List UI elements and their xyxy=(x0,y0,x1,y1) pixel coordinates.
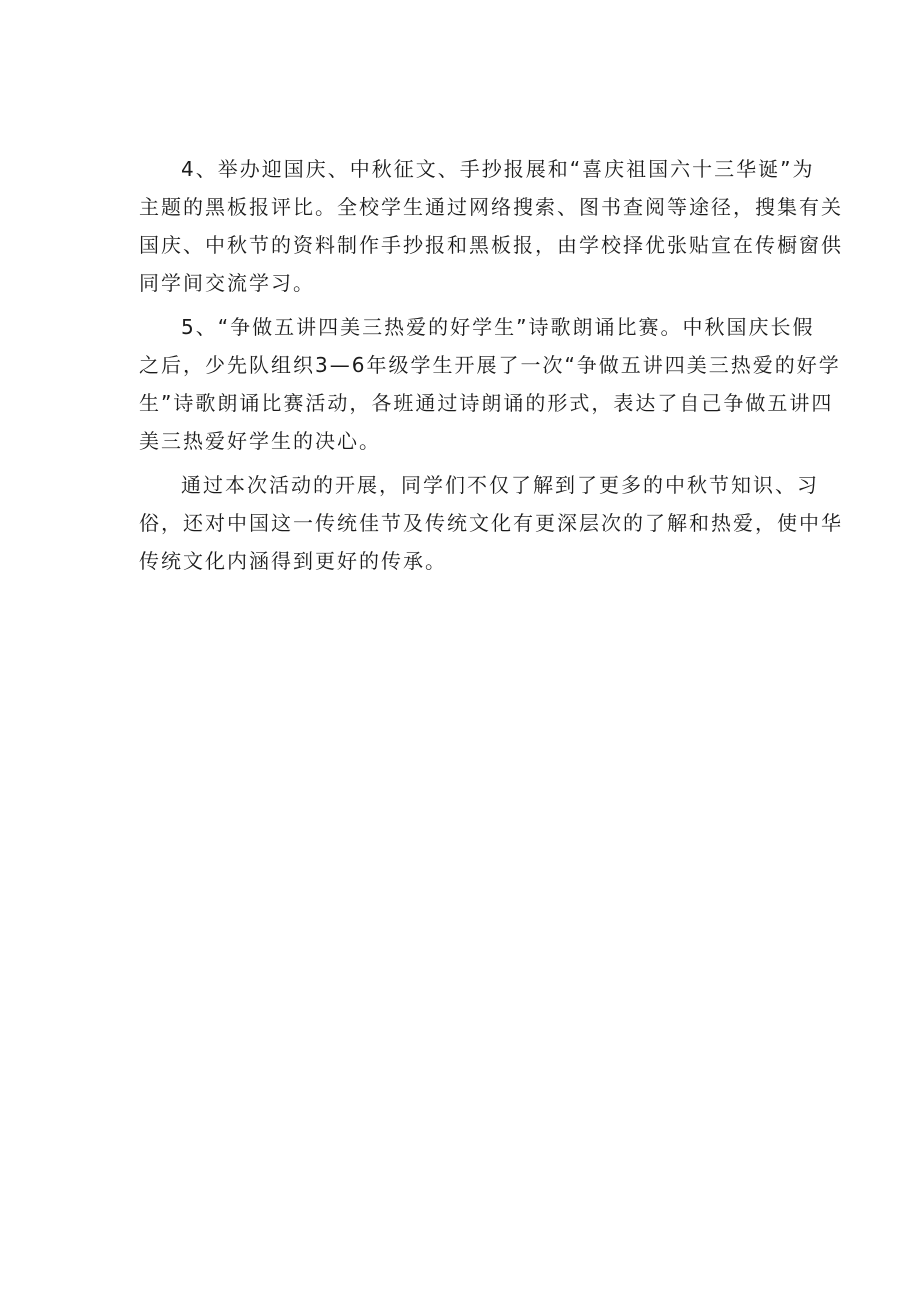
paragraph-line: 国庆、中秋节的资料制作手抄报和黑板报，由学校择优张贴宣在传橱窗供 xyxy=(139,233,843,257)
paragraph-item-5 xyxy=(139,308,841,460)
paragraph-summary xyxy=(139,466,843,580)
paragraph-line: 同学间交流学习。 xyxy=(139,271,315,295)
paragraph-line: 4、举办迎国庆、中秋征文、手抄报展和“喜庆祖国六十三华诞”为 xyxy=(181,157,815,181)
paragraph-line: 主题的黑板报评比。全校学生通过网络搜索、图书查阅等途径，搜集有关 xyxy=(139,195,843,219)
paragraph-line: 通过本次活动的开展，同学们不仅了解到了更多的中秋节知识、习 xyxy=(181,473,819,497)
paragraph-line: 美三热爱好学生的决心。 xyxy=(139,429,381,453)
paragraph-line: 5、“争做五讲四美三热爱的好学生”诗歌朗诵比赛。中秋国庆长假 xyxy=(181,315,815,339)
paragraph-line: 生”诗歌朗诵比赛活动，各班通过诗朗诵的形式，表达了自己争做五讲四 xyxy=(139,391,834,415)
document-body xyxy=(139,150,843,586)
paragraph-line: 之后，少先队组织3—6年级学生开展了一次“争做五讲四美三热爱的好学 xyxy=(139,353,841,377)
paragraph-line: 俗，还对中国这一传统佳节及传统文化有更深层次的了解和热爱，使中华 xyxy=(139,511,843,535)
paragraph-line: 传统文化内涵得到更好的传承。 xyxy=(139,549,447,573)
paragraph-item-4 xyxy=(139,150,843,302)
